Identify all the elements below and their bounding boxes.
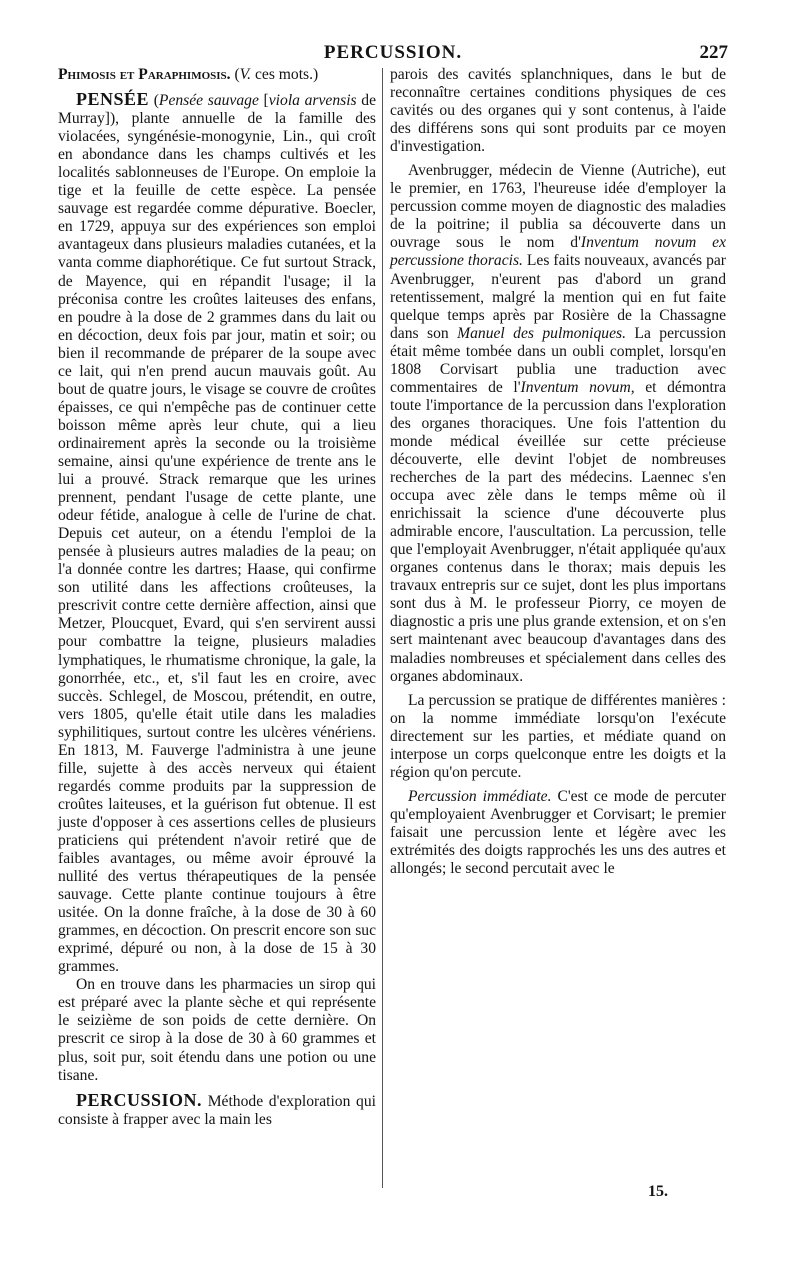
p3-text: C'est ce mode de percuter qu'employaient Avenbrugger et Corvisart; le premier faisait une percussion lente et légère avec les extrémités des doigts rapprochés les uns des autres et allongés; le second percutait avec le: [390, 787, 726, 878]
cross-ref-close: ces mots.): [251, 66, 319, 83]
cross-ref-italic: V.: [239, 66, 252, 83]
right-paragraph-2: La percussion se pratique de différentes manières : on la nomme immédiate lorsqu'on l'exécute directement sur les parties, et médiate quand on interpose un corps quelconque entre les doigts et la région qu'on percute.: [390, 691, 726, 781]
right-paragraph-0: parois des cavités splanchniques, dans le but de reconnaître certaines conditions physiques de ces cavités ou des organes qui y sont contenus, à l'aide des différens sons qui sont produits par ce moyen d'investigation.: [390, 66, 726, 156]
p3-italic: Percussion immédiate.: [408, 787, 552, 805]
running-title: PERCUSSION.: [323, 42, 463, 63]
pensee-paragraph-2: On en trouve dans les pharmacies un sirop qui est préparé avec la plante sèche et qui représente le seizième de son poids de cette dernière. On prescrit ce sirop à la dose de 30 à 60 grammes et plus, soit pur, soit étendu dans une potion ou une tisane.: [58, 976, 376, 1084]
percussion-text: Méthode d'exploration qui consiste à frapper avec la main les: [58, 1092, 376, 1128]
entry-term-phimosis: Phimosis et Paraphimosis.: [58, 66, 231, 83]
pensee-text-b: [: [258, 92, 269, 110]
page-number: 227: [699, 42, 728, 63]
pensee-italic-1: Pensée sauvage: [158, 92, 259, 110]
p1-italic-3: Inventum novum,: [520, 378, 635, 396]
p1-italic-2: Manuel des pulmoniques.: [457, 324, 626, 342]
p1-text-a: Avenbrugger, médecin de Vienne (Autriche), eut le premier, en 1763, l'heureuse idée d'employer la percussion comme moyen de diagnostic des maladies de la poitrine; il publia sa découverte dans un ouvrage sous le nom d': [390, 162, 726, 252]
p1-italic-1: Inventum novum ex percussione thoracis.: [390, 234, 726, 270]
signature-mark: 15.: [648, 1183, 668, 1200]
entry-percussion: [58, 1091, 376, 1129]
pensee-text-a: (: [149, 92, 159, 110]
right-paragraph-1: [390, 162, 726, 685]
p1-text-d: et démontra toute l'importance de la percussion dans l'exploration des organes thoraciques. Une fois l'attention du monde médical éveillée sur cette précieuse découverte, elle devint l'objet de nombreuses recherches de la part des médecins. Laennec s'en occupa avec zèle dans le temps même où il enrichissait la science d'une découverte plus admirable encore, l'auscultation. La percussion, telle que l'employait Avenbrugger, n'était appliquée qu'aux organes contenus dans le thorax; mais depuis les travaux entrepris sur ce sujet, dont les plus importans sont dus à M. le professeur Piorry, ce moyen de diagnostic a pris une plus grande extension, et on s'en sert maintenant avec beaucoup d'avantages dans des maladies nombreuses et spécialement dans celles des organes abdominaux.: [390, 378, 727, 685]
right-column: [390, 66, 726, 878]
p1-text-b: Les faits nouveaux, avancés par Avenbrugger, n'eurent pas d'abord un grand retentissement, malgré la mention qui en fut faite quelque temps après par Rosière de la Chassagne dans son: [390, 252, 726, 342]
entry-head-pensee: PENSÉE: [76, 89, 150, 110]
pensee-italic-2: viola arvensis: [268, 92, 357, 110]
p1-text-c: La percussion était même tombée dans un oubli complet, lorsqu'en 1808 Corvisart publia une traduction avec commentaires de l': [390, 324, 726, 396]
column-divider: [382, 68, 383, 1188]
pensee-text-c: de Murray]), plante annuelle de la famille des violacées, syngénésie-monogynie, Lin., qui croît en abondance dans les champs cultivés et les localités sablonneuses de l'Europe. On emploie la tige et la feuille de cette espèce. La pensée sauvage est regardée comme dépurative. Boecler, en 1729, appuya sur des expériences son emploi avantageux dans plusieurs maladies cutanées, et la vanta comme diaphorétique. Ce fut surtout Strack, de Mayence, qui en répandit l'usage; il la préconisa contre les croûtes laiteuses des enfans, en poudre à la dose de 2 grammes dans du lait ou en décoction, deux fois par jour, matin et soir; ou bien il recommande de préparer de la soupe avec ce lait, qui n'en prend aucun mauvais goût. Au bout de quatre jours, le visage se couvre de croûtes épaisses, ce qui n'empêche pas de continuer cette boisson même après leur chute, qui a lieu ordinairement après la seconde ou la troisième semaine, ainsi qu'une expérience de trente ans le lui a prouvé. Strack remarque que les urines prennent, pendant l'usage de cette plante, une odeur fétide, analogue à celle de l'urine de chat. Depuis cet auteur, on a étendu l'emploi de la pensée à plusieurs autres maladies de la peau; on l'a donnée contre les dartres; Haase, qui confirme son utilité dans les affections croûteuses, la prescrivit contre cette dernière affection, ainsi que Metzer, Ploucquet, Evard, qui s'en servirent aussi pour combattre la teigne, plusieurs maladies lymphatiques, le rhumatisme chronique, la gale, la gonorrhée, etc., et, s'il faut les en croire, avec succès. Schlegel, de Moscou, prétendit, en outre, vers 1805, qu'elle était utile dans les maladies syphilitiques, surtout contre les ulcères vénériens. En 1813, M. Fauverge l'administra à une jeune fille, sujette à des accès nerveux qui étaient regardés comme produits par la suppression de croûtes laiteuses, et la guérison fut obtenue. Il est juste d'opposer à ces assertions celles de plusieurs praticiens qui prétendent n'avoir retiré que de faibles avantages, ou même avoir éprouvé la nullité des vertus thérapeutiques de la pensée sauvage. Cette plante continue toujours à être usitée. On la donne fraîche, à la dose de 30 à 60 grammes, en décoction. On prescrit encore son suc exprimé, dépuré ou non, à la dose de 15 à 30 grammes.: [58, 92, 377, 976]
entry-phimosis: [58, 66, 376, 84]
entry-pensee: [58, 90, 376, 976]
left-column: [58, 66, 376, 1129]
right-paragraph-3: [390, 788, 726, 878]
entry-head-percussion: PERCUSSION.: [76, 1089, 203, 1110]
cross-ref-open: (: [230, 66, 240, 83]
